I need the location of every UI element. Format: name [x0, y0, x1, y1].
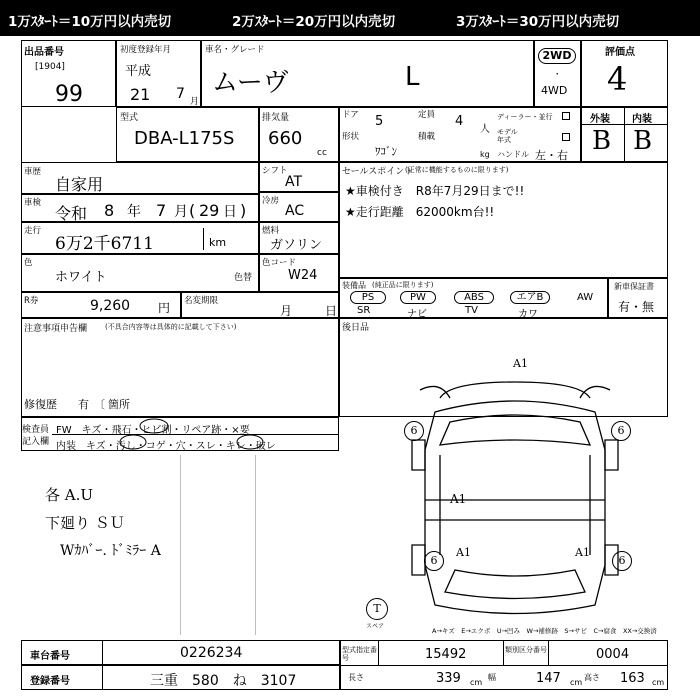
recycle-label: R券 — [24, 296, 39, 306]
mark-rear-left-circle: 6 — [424, 551, 444, 571]
car-grade: L — [405, 62, 420, 92]
inspection-month-unit: 月 — [174, 204, 188, 220]
recycle-value: 9,260 — [90, 298, 131, 314]
chassis-value: 0226234 — [180, 645, 243, 661]
model-value: DBA-L175S — [134, 128, 235, 149]
color-change-label: 色替 — [234, 273, 253, 283]
lot-number: 99 — [55, 82, 83, 107]
width-value: 147 — [536, 671, 561, 686]
drive-4wd: 4WD — [541, 84, 568, 97]
inspection-label: 車検 — [24, 198, 42, 208]
warranty-value: 有・無 — [618, 300, 655, 314]
equip-pw: PW — [400, 291, 436, 304]
ac-value: AC — [285, 203, 305, 219]
capacity-value: 4 — [455, 114, 464, 129]
banner-2: 2万ｽﾀｰﾄ＝20万円以内売切 — [232, 14, 396, 30]
load-unit: kg — [480, 150, 490, 159]
car-label: 車名・グレード — [205, 45, 265, 55]
type-label: 型式指定番号 — [342, 646, 377, 662]
inspection-era: 令和 — [55, 204, 88, 223]
length-value: 339 — [436, 671, 461, 686]
dealer-label: ディーラー・並行 — [497, 113, 553, 121]
ext-label: 外装 — [590, 114, 610, 125]
mark-rear-right: A1 — [575, 546, 590, 559]
spare-label: スペア — [366, 623, 385, 630]
int-label: 内装 — [632, 114, 652, 125]
color-code-label: 色コード — [262, 258, 297, 268]
car-name: ムーヴ — [212, 68, 289, 98]
spare-tire-icon: T — [366, 598, 388, 620]
inspector-int-items: 内装 キズ・汚し・コゲ・穴・スレ・キレ・破レ — [56, 441, 276, 452]
lot-label: 出品番号 — [24, 47, 64, 58]
shift-value: AT — [285, 174, 303, 190]
type-value: 15492 — [425, 647, 467, 662]
drive-2wd: 2WD — [538, 48, 576, 64]
fuel-label: 燃料 — [262, 226, 280, 236]
equip-navi: ナビ — [407, 309, 427, 320]
length-label: 長さ — [348, 673, 364, 682]
color-value: ホワイト — [55, 270, 107, 285]
capacity-label: 定員 — [418, 110, 436, 120]
notes-sub: (不具合内容等は具体的に記載して下さい) — [105, 323, 237, 331]
mileage-unit: km — [209, 236, 227, 249]
chassis-label: 車台番号 — [30, 651, 70, 662]
car-diagram — [380, 360, 650, 630]
mileage-label: 走行 — [24, 226, 42, 236]
length-unit: cm — [470, 678, 483, 687]
handwritten-line-1: 各 A.U — [45, 486, 94, 504]
inspector-label-1: 検査員 — [22, 425, 50, 435]
handwritten-line-3: Wｶﾊﾞｰ. ﾄﾞﾐﾗｰ A — [60, 543, 161, 559]
handle-label: ハンドル — [497, 150, 529, 159]
equipment-label: 装備品 — [342, 281, 366, 290]
color-code: W24 — [288, 268, 318, 283]
banner-1: 1万ｽﾀｰﾄ＝10万円以内売切 — [8, 14, 172, 30]
deadline-label: 名変期限 — [184, 296, 219, 306]
sales-label: セールスポイント — [342, 167, 414, 177]
score-label: 評価点 — [605, 47, 635, 58]
usage-value: 自家用 — [55, 175, 104, 194]
body-type-label: 形状 — [342, 132, 360, 142]
sales-sub: (正常に機能するものに限ります) — [405, 166, 509, 174]
banner-3: 3万ｽﾀｰﾄ＝30万円以内売切 — [456, 14, 620, 30]
equip-sr: SR — [357, 305, 371, 316]
height-unit: cm — [652, 678, 665, 687]
equip-tv: TV — [465, 305, 478, 316]
score-value: 4 — [607, 60, 628, 98]
equip-abs: ABS — [454, 291, 494, 304]
category-label: 類別区分番号 — [505, 646, 547, 654]
legend: A→キズ E→エクボ U→凹み W→補修跡 S→サビ C→腐食 XX→交換済 — [432, 627, 657, 635]
mark-left-side: A1 — [450, 492, 467, 506]
inspection-year-unit: 年 — [127, 204, 141, 220]
ext-grade: B — [592, 126, 612, 156]
capacity-unit: 人 — [480, 124, 490, 135]
handle-value: 左・右 — [535, 149, 568, 162]
rear-label: 後日品 — [342, 323, 370, 333]
mark-front: A1 — [513, 357, 528, 370]
fuel-value: ガソリン — [270, 238, 323, 253]
body-type-value: ﾜｺﾞﾝ — [375, 145, 397, 158]
shift-label: シフト — [262, 166, 288, 176]
mark-rear-left: A1 — [456, 546, 471, 559]
reg-month: 7 — [176, 86, 185, 102]
deadline-month: 月 — [280, 304, 293, 318]
equip-aw: AW — [577, 292, 594, 303]
width-label: 幅 — [488, 673, 496, 682]
reg-era: 平成 — [125, 64, 152, 79]
equip-leather: カワ — [518, 309, 538, 320]
width-unit: cm — [570, 678, 583, 687]
displacement-unit: cc — [317, 148, 327, 158]
mark-front-right-circle: 6 — [611, 421, 631, 441]
handwritten-line-2: 下廻り ＳＵ — [45, 514, 125, 532]
deadline-day: 日 — [325, 304, 338, 318]
int-grade: B — [633, 126, 653, 156]
color-label: 色 — [24, 258, 33, 268]
inspection-day: 29 — [199, 201, 220, 220]
warranty-label: 新車保証書 — [614, 282, 654, 291]
category-value: 0004 — [596, 647, 630, 662]
plate-value: 三重 580 ね 3107 — [150, 673, 297, 689]
model-year-label: モデル年式 — [497, 128, 518, 144]
usage-label: 車歴 — [24, 167, 42, 177]
mark-front-left-circle: 6 — [404, 421, 424, 441]
inspection-month: 7 — [156, 201, 167, 220]
height-label: 高さ — [584, 673, 600, 682]
equip-airbag: エアB — [510, 291, 550, 304]
load-label: 積載 — [418, 132, 436, 142]
inspector-ext-items: FW キズ・飛石・ヒビ割・リペア跡・×要 — [56, 425, 250, 436]
inspection-year: 8 — [104, 201, 115, 220]
equip-ps: PS — [350, 291, 386, 304]
mileage-value: 6万2千6711 — [55, 234, 154, 254]
reg-year: 21 — [130, 85, 151, 104]
inspection-day-unit: 日 — [223, 204, 237, 220]
mark-rear-right-circle: 6 — [612, 551, 632, 571]
reg-label: 初度登録年月 — [120, 45, 172, 55]
displacement-label: 排気量 — [262, 113, 290, 123]
model-label: 型式 — [120, 113, 139, 123]
inspector-label-2: 記入欄 — [22, 437, 50, 447]
repair-label: 修復歴 — [24, 398, 57, 411]
drive-dot: ・ — [553, 70, 562, 80]
recycle-unit: 円 — [158, 301, 171, 315]
displacement-value: 660 — [268, 128, 303, 149]
repair-value: 有 — [78, 398, 89, 411]
reg-month-unit: 月 — [190, 97, 200, 107]
equipment-sub: (純正品に限ります) — [372, 281, 434, 289]
sales-point-1: ★車検付き R8年7月29日まで!! — [345, 184, 525, 198]
height-value: 163 — [620, 671, 645, 686]
notes-label: 注意事項申告欄 — [24, 324, 88, 334]
sales-point-2: ★走行距離 62000km台!! — [345, 205, 495, 219]
doors-value: 5 — [375, 114, 384, 129]
plate-label: 登録番号 — [30, 676, 70, 687]
doors-label: ドア — [342, 110, 359, 120]
ac-label: 冷房 — [262, 196, 280, 206]
lot-code: [1904] — [35, 62, 65, 72]
repair-unit: 箇所 — [108, 398, 130, 411]
